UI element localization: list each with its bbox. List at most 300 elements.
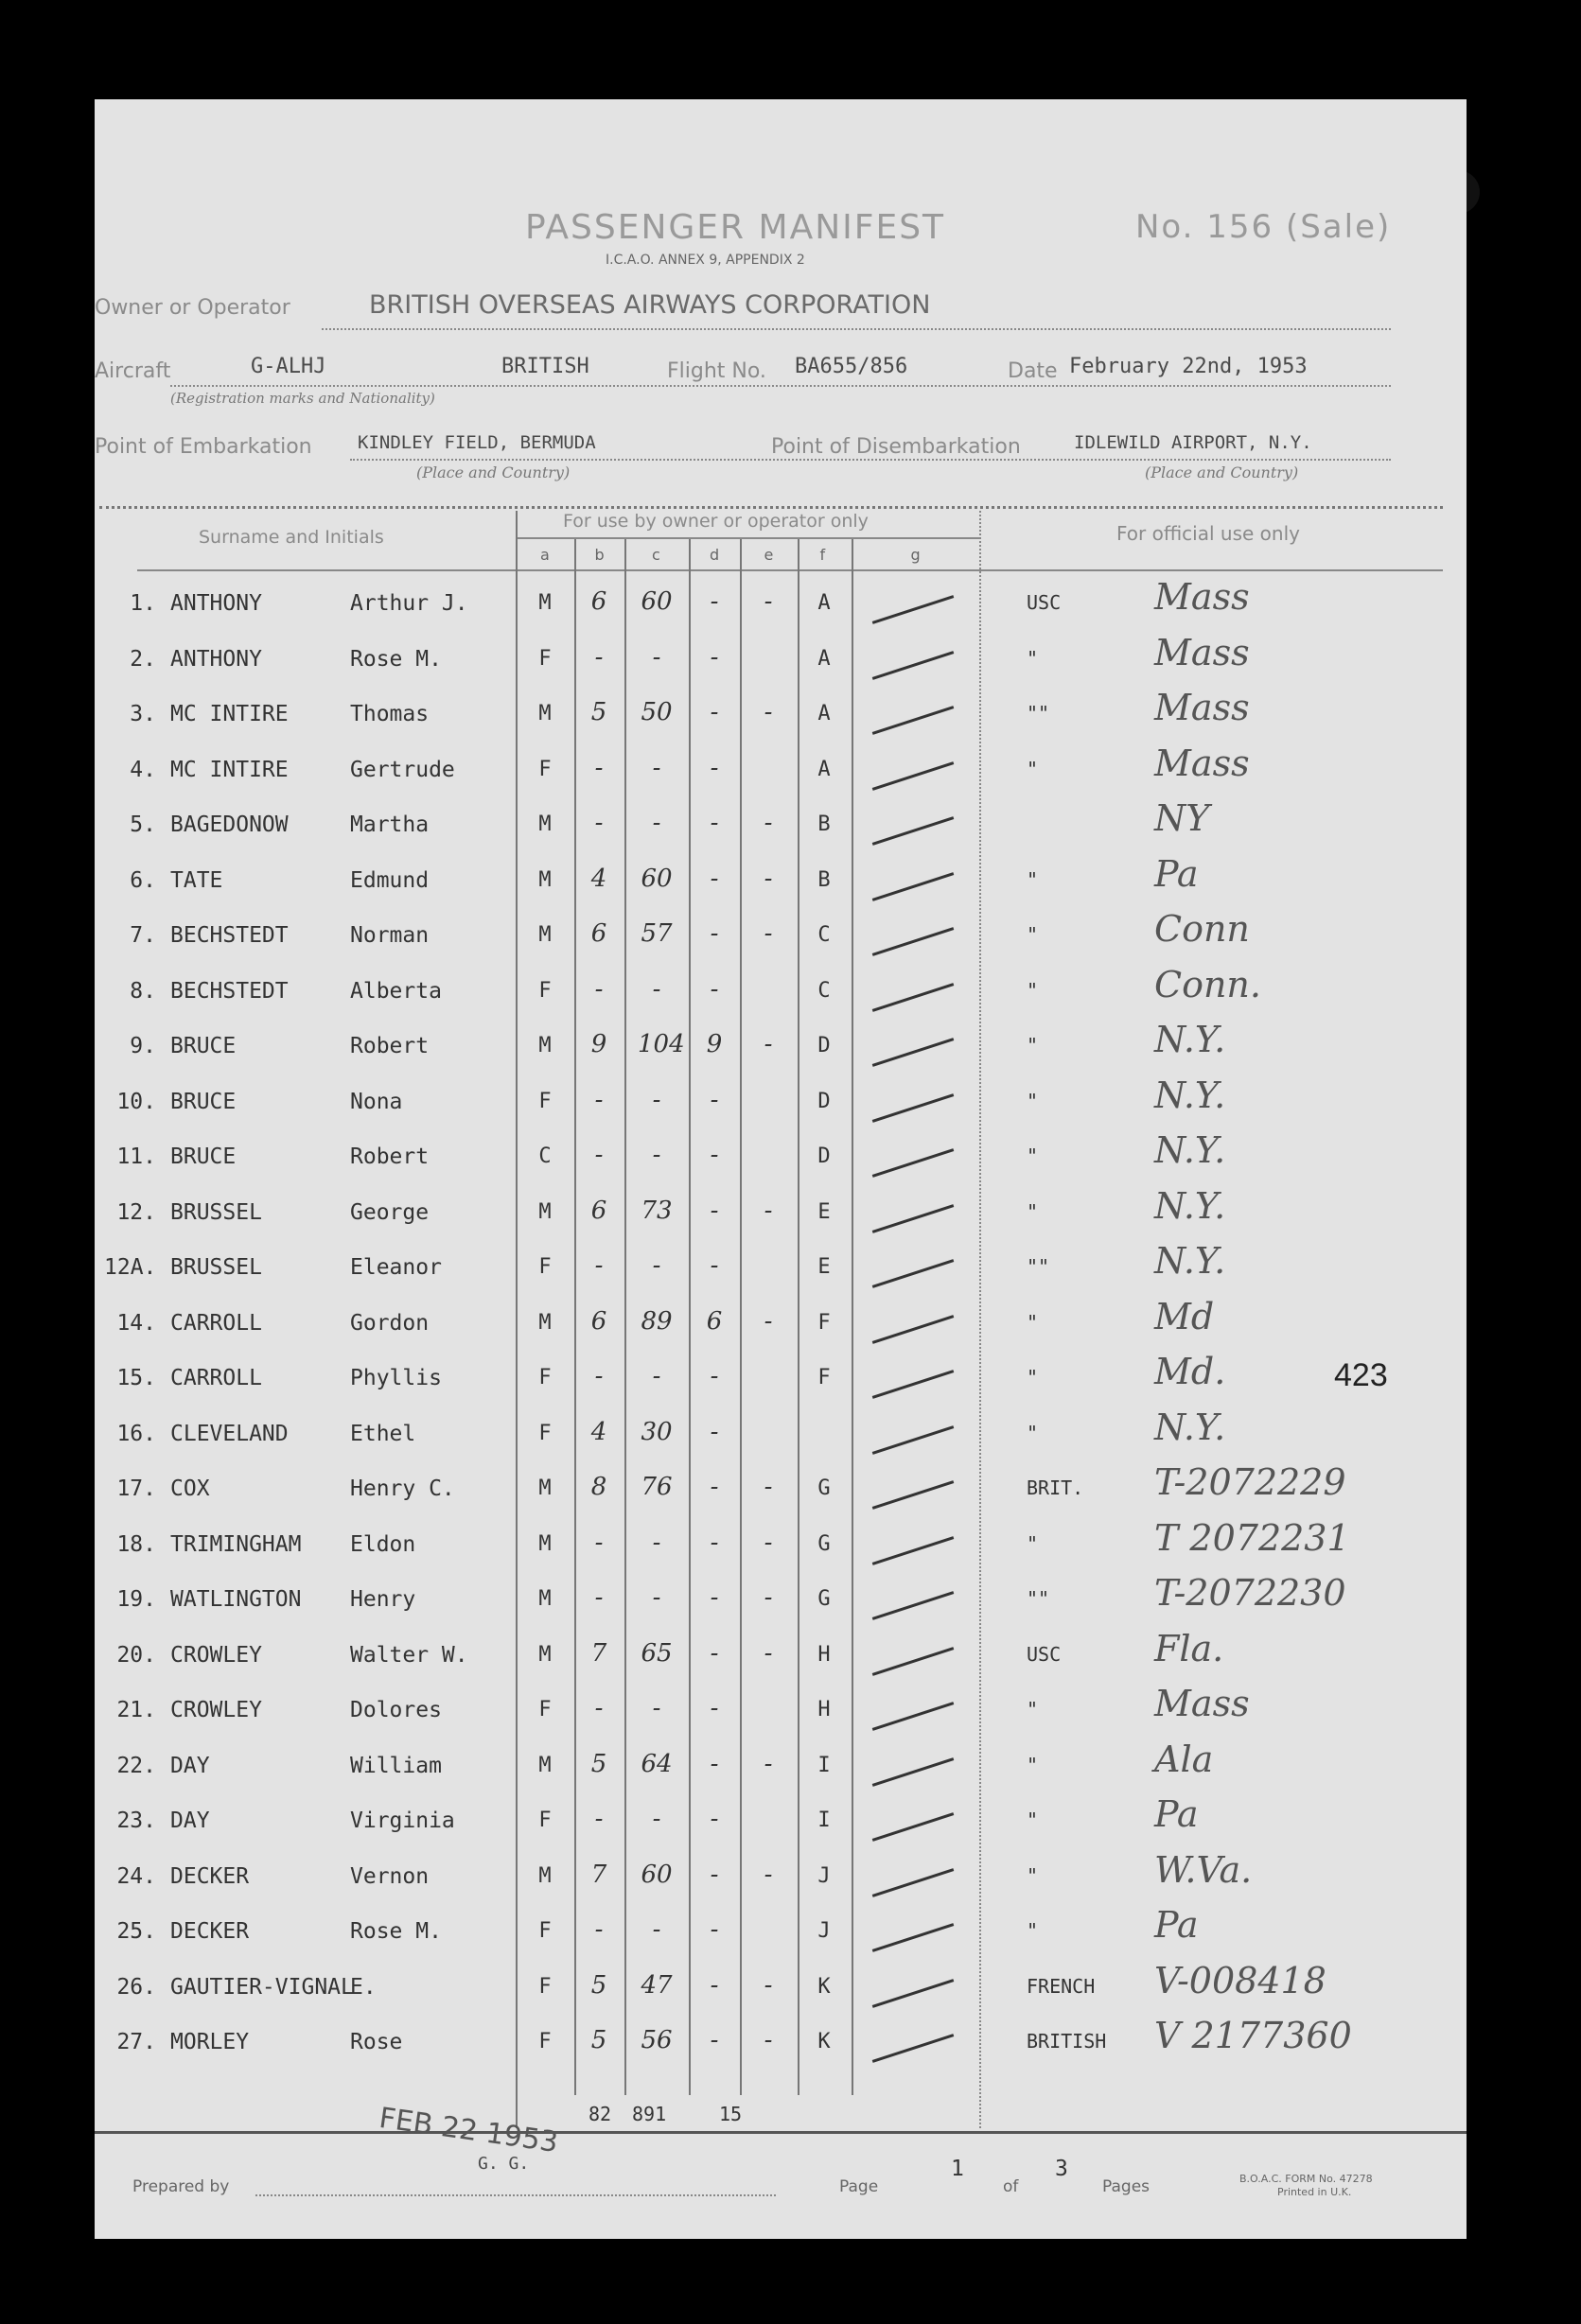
col-a-value: M [538,1034,552,1057]
surname: DECKER [170,1863,250,1889]
row-number: 5. [130,813,156,837]
col-letter-c: c [652,546,660,564]
col-c-value: 76 [641,1473,673,1501]
check-mark [872,1536,955,1565]
col-b-value: - [594,1915,604,1944]
row-number: 17. [116,1477,156,1501]
col-letter-e: e [764,546,774,564]
col-b-value: 5 [590,1970,607,2000]
col-f-value: J [817,1919,831,1943]
col-e-value: - [764,809,773,837]
col-f-value: F [817,1366,831,1389]
col-c-value: 47 [641,1970,673,2000]
official-status: " [1027,1863,1039,1887]
prepared-rule [255,2194,776,2196]
col-c-value: - [652,1528,661,1557]
col-d-value: - [710,1528,719,1557]
row-number: 11. [116,1145,156,1169]
check-mark [872,1315,955,1344]
col-a-value: M [538,1642,552,1667]
given-name: Robert [350,1034,430,1058]
given-name: Henry [350,1587,416,1612]
official-status: " [1027,923,1039,946]
col-letter-g: g [910,546,921,564]
col-b-value: 6 [590,1306,607,1336]
col-b-value: 9 [590,1030,607,1058]
check-mark [872,1757,955,1787]
check-mark [872,1370,955,1399]
given-name: Thomas [350,702,430,726]
col-c-value: - [652,974,661,1004]
row-number: 23. [116,1809,156,1833]
surname: ANTHONY [170,646,262,672]
col-letter-a: a [540,546,550,564]
col-d-value: - [710,1141,719,1169]
surname: WATLINGTON [170,1587,302,1612]
official-status: " [1027,1753,1039,1776]
col-c-value: 104 [638,1030,685,1058]
aircraft-label: Aircraft [95,359,171,383]
col-c-value: - [652,1141,661,1169]
col-b-value: - [594,974,604,1004]
manifest-number: No. 156 (Sale) [1135,208,1392,246]
col-d-value: - [710,1251,719,1280]
col-c-value: 50 [641,698,673,726]
col-a-value: M [538,813,552,836]
row-number: 14. [116,1310,156,1336]
official-status: " [1027,1199,1039,1223]
col-f-value: K [817,1974,831,1999]
official-note: Md. [1154,1351,1226,1392]
col-d-value: - [710,864,719,893]
pages-label: Pages [1102,2177,1151,2196]
col-owner-header: For use by owner or operator only [563,511,869,532]
official-note: T-2072230 [1154,1572,1346,1614]
check-mark [872,595,955,624]
row-number: 24. [116,1863,156,1889]
official-status: USC [1027,591,1062,614]
check-mark [872,706,955,735]
official-note: N.Y. [1154,1406,1226,1448]
column-rule [852,539,853,2095]
row-number: 1. [130,591,156,616]
check-mark [872,1923,955,1952]
col-b-value: 4 [590,864,607,893]
col-c-value: 73 [641,1196,673,1225]
official-note: Pa [1154,1793,1199,1835]
surname: BRUSSEL [170,1255,262,1280]
aircraft-registration: G-ALHJ [251,355,326,378]
col-f-value: C [817,923,831,947]
surname: TATE [170,867,223,893]
official-status: " [1027,757,1039,780]
given-name: Robert [350,1145,430,1169]
col-e-value: - [764,587,773,616]
col-name-header: Surname and Initials [199,527,384,548]
col-e-value: - [764,1583,773,1612]
col-d-value: - [710,974,719,1004]
official-note: V 2177360 [1154,2015,1352,2056]
col-f-value: I [817,1753,831,1777]
given-name: Rose [350,2030,403,2054]
col-c-value: - [652,642,661,672]
column-rule [574,539,576,2095]
official-status: FRENCH [1027,1974,1096,1998]
check-mark [872,1812,955,1842]
owner-value: BRITISH OVERSEAS AIRWAYS CORPORATION [369,290,931,320]
page-value: 1 [951,2157,964,2181]
col-e-value: - [764,1528,773,1557]
surname: BRUSSEL [170,1199,262,1225]
col-letter-b: b [594,546,605,564]
check-mark [872,983,955,1012]
date-label: Date [1008,359,1058,383]
col-f-value: B [817,813,831,836]
row-number: 19. [116,1587,156,1612]
official-note: Mass [1154,687,1250,728]
form-subtitle: I.C.A.O. ANNEX 9, APPENDIX 2 [606,253,805,268]
total-c: 891 [632,2103,667,2125]
col-f-value: B [817,867,831,892]
given-name: Walter W. [350,1642,468,1668]
official-status: " [1027,1145,1039,1167]
col-d-value: - [710,1583,719,1612]
col-b-value: 6 [590,1196,607,1225]
official-note: Md [1154,1295,1215,1337]
row-number: 15. [116,1366,156,1390]
row-number: 2. [130,646,156,672]
col-c-value: 56 [641,2026,673,2054]
manifest-paper [95,99,1467,2239]
given-name: E. [350,1974,377,2000]
check-mark [872,816,955,846]
official-status: " [1027,1531,1039,1555]
official-note: NY [1154,797,1210,839]
official-status: USC [1027,1642,1062,1666]
column-rule [740,539,742,2095]
disembark-label: Point of Disembarkation [771,435,1021,459]
col-b-value: 5 [590,2026,607,2054]
official-note: T-2072229 [1154,1461,1346,1503]
col-c-value: - [652,1251,661,1280]
given-name: George [350,1199,430,1225]
col-f-value: G [817,1531,831,1556]
owner-label: Owner or Operator [95,296,290,320]
disembark-value: IDLEWILD AIRPORT, N.Y. [1074,432,1312,453]
col-e-value: - [764,2026,773,2054]
col-e-value: - [764,1030,773,1058]
official-note: N.Y. [1154,1240,1226,1282]
prepared-by-label: Prepared by [132,2177,230,2196]
col-a-value: F [538,1366,552,1389]
check-mark [872,1868,955,1897]
official-note: N.Y. [1154,1184,1226,1227]
official-status: " [1027,1034,1039,1057]
col-f-value: A [817,646,831,671]
embark-value: KINDLEY FIELD, BERMUDA [358,432,596,453]
col-d-value: - [710,1417,719,1446]
official-note: Pa [1154,852,1199,895]
aircraft-rule [170,385,1391,387]
col-e-value: - [764,1749,773,1778]
given-name: Virginia [350,1809,455,1833]
col-f-value: K [817,2030,831,2053]
col-e-value: - [764,864,773,893]
col-a-value: M [538,1587,552,1611]
col-c-value: - [652,1694,661,1722]
col-e-value: - [764,919,773,948]
col-f-value: A [817,757,831,781]
aircraft-nationality: BRITISH [501,355,589,378]
given-name: Gertrude [350,757,455,782]
col-e-value: - [764,698,773,726]
col-b-value: - [594,1805,604,1833]
col-d-value: - [710,2026,719,2054]
given-name: Rose M. [350,1919,442,1944]
col-e-value: - [764,1306,773,1336]
check-mark [872,2034,955,2063]
col-d-value: - [710,1970,719,2000]
official-status: " [1027,1809,1039,1831]
col-d-value: 9 [706,1030,723,1058]
col-c-value: 60 [641,864,673,893]
row-number: 4. [130,757,156,782]
surname: GAUTIER-VIGNAL [170,1974,354,2000]
surname: CARROLL [170,1366,262,1390]
col-c-value: - [652,1583,661,1612]
col-f-value: D [817,1089,831,1113]
col-a-value: M [538,591,552,615]
official-status: " [1027,867,1039,891]
form-ref-2: Printed in U.K. [1277,2186,1352,2198]
col-f-value: I [817,1809,831,1832]
table-bottom-rule [95,2131,1467,2134]
col-d-value: - [710,1805,719,1833]
check-mark [872,761,955,791]
column-rule [689,539,691,2095]
col-c-value: 89 [641,1306,673,1336]
col-d-value: - [710,1473,719,1501]
col-b-value: - [594,1141,604,1169]
check-mark [872,1148,955,1178]
col-c-value: - [652,809,661,837]
col-f-value: H [817,1642,831,1667]
official-note: Conn. [1154,963,1261,1005]
row-number: 18. [116,1531,156,1557]
official-status: " [1027,1421,1039,1444]
surname: BAGEDONOW [170,813,289,837]
row-number: 12A. [104,1255,157,1280]
col-f-value: A [817,702,831,725]
col-b-value: 8 [590,1473,607,1501]
col-b-value: 7 [590,1638,607,1668]
official-status: BRIT. [1027,1477,1084,1499]
given-name: Henry C. [350,1477,455,1501]
row-number: 21. [116,1698,156,1722]
col-d-value: - [710,1638,719,1668]
official-status: " [1027,1089,1039,1112]
check-mark [872,927,955,956]
col-c-value: 64 [641,1749,673,1778]
col-a-value: F [538,1974,552,1999]
col-a-value: M [538,923,552,947]
of-label: of [1003,2177,1019,2196]
check-mark [872,1425,955,1455]
col-b-value: - [594,1251,604,1280]
row-number: 22. [116,1753,156,1778]
official-note: Mass [1154,1683,1250,1724]
col-b-value: 6 [590,587,607,616]
official-note: Conn [1154,908,1250,950]
official-note: V-008418 [1154,1959,1326,2001]
col-d-value: - [710,1362,719,1390]
surname: MC INTIRE [170,702,289,726]
col-f-value: G [817,1477,831,1500]
col-d-value: - [710,698,719,726]
col-d-value: - [710,1196,719,1225]
surname: CROWLEY [170,1698,262,1722]
col-b-value: - [594,1694,604,1722]
header-bottom-rule [137,569,1443,571]
embark-rule [350,459,1391,461]
received-stamp: FEB 22 1953 [377,2101,560,2160]
col-a-value: F [538,757,552,781]
col-a-value: M [538,1863,552,1888]
official-note: Pa [1154,1904,1199,1946]
given-name: Eldon [350,1531,416,1557]
flight-label: Flight No. [667,359,766,383]
col-d-value: - [710,1915,719,1944]
col-a-value: F [538,1421,552,1445]
owner-rule [322,328,1391,330]
col-f-value: E [817,1199,831,1224]
table-top-rule [99,506,1443,509]
col-b-value: - [594,809,604,837]
row-number: 12. [116,1199,156,1225]
column-rule [624,539,626,2095]
col-d-value: - [710,919,719,948]
official-status: " [1027,978,1039,1002]
surname: BRUCE [170,1089,237,1114]
official-note: Ala [1154,1738,1214,1780]
check-mark [872,1038,955,1067]
row-number: 10. [116,1089,156,1114]
flight-number: BA655/856 [795,355,908,378]
col-e-value: - [764,1638,773,1668]
check-mark [872,1647,955,1676]
disembark-place-note: (Place and Country) [1145,463,1299,481]
column-rule [979,511,981,2128]
col-f-value: J [817,1863,831,1888]
official-note: N.Y. [1154,1019,1226,1060]
surname: MORLEY [170,2030,250,2054]
col-a-value: M [538,1753,552,1777]
surname: CARROLL [170,1310,262,1336]
row-number: 6. [130,867,156,893]
of-value: 3 [1055,2157,1068,2181]
col-d-value: - [710,1085,719,1114]
surname: DAY [170,1809,210,1833]
surname: BECHSTEDT [170,978,289,1004]
check-mark [872,1702,955,1731]
col-b-value: - [594,1583,604,1612]
col-f-value: G [817,1587,831,1611]
official-note: Mass [1154,631,1250,673]
col-official-header: For official use only [1116,522,1300,545]
owner-header-rule [516,537,979,539]
col-a-value: F [538,1089,552,1113]
col-d-value: - [710,1749,719,1778]
col-letter-d: d [710,546,720,564]
col-a-value: F [538,978,552,1003]
col-c-value: - [652,1805,661,1833]
col-a-value: F [538,646,552,671]
col-c-value: - [652,753,661,782]
surname: DAY [170,1753,210,1778]
row-number: 16. [116,1421,156,1446]
col-c-value: - [652,1085,661,1114]
given-name: Dolores [350,1698,442,1722]
official-status: "" [1027,1587,1050,1610]
col-f-value: H [817,1698,831,1721]
col-letter-f: f [819,546,826,564]
total-d: 15 [719,2103,743,2125]
col-b-value: 5 [590,1749,607,1778]
col-b-value: - [594,1085,604,1114]
aircraft-note: (Registration marks and Nationality) [170,390,435,407]
col-a-value: M [538,1477,552,1500]
surname: DECKER [170,1919,250,1944]
col-c-value: 30 [641,1417,673,1446]
embark-label: Point of Embarkation [95,435,312,459]
row-number: 3. [130,702,156,726]
official-status: "" [1027,1255,1050,1278]
official-status: BRITISH [1027,2030,1107,2053]
col-b-value: - [594,753,604,782]
col-c-value: - [652,1362,661,1390]
surname: CROWLEY [170,1642,262,1668]
col-e-value: - [764,1196,773,1225]
col-a-value: F [538,2030,552,2053]
stamp-initials: G. G. [478,2154,530,2174]
form-ref-1: B.O.A.C. FORM No. 47278 [1239,2173,1373,2185]
col-c-value: 60 [641,1860,673,1889]
col-a-value: C [538,1145,552,1168]
check-mark [872,651,955,680]
surname: TRIMINGHAM [170,1531,302,1557]
given-name: Ethel [350,1421,416,1446]
col-b-value: 4 [590,1417,607,1446]
col-f-value: F [817,1310,831,1335]
given-name: Vernon [350,1863,430,1889]
col-f-value: D [817,1145,831,1168]
date-value: February 22nd, 1953 [1069,355,1308,378]
check-mark [872,1480,955,1510]
col-c-value: 57 [641,919,673,948]
surname: ANTHONY [170,591,262,616]
col-d-value: - [710,642,719,672]
col-a-value: M [538,1199,552,1224]
col-f-value: D [817,1034,831,1057]
page-label: Page [839,2177,879,2196]
col-e-value: - [764,1473,773,1501]
embark-place-note: (Place and Country) [416,463,571,481]
official-status: "" [1027,702,1050,725]
row-number: 27. [116,2030,156,2054]
row-number: 26. [116,1974,156,2000]
col-d-value: 6 [706,1306,723,1336]
given-name: Martha [350,813,430,837]
